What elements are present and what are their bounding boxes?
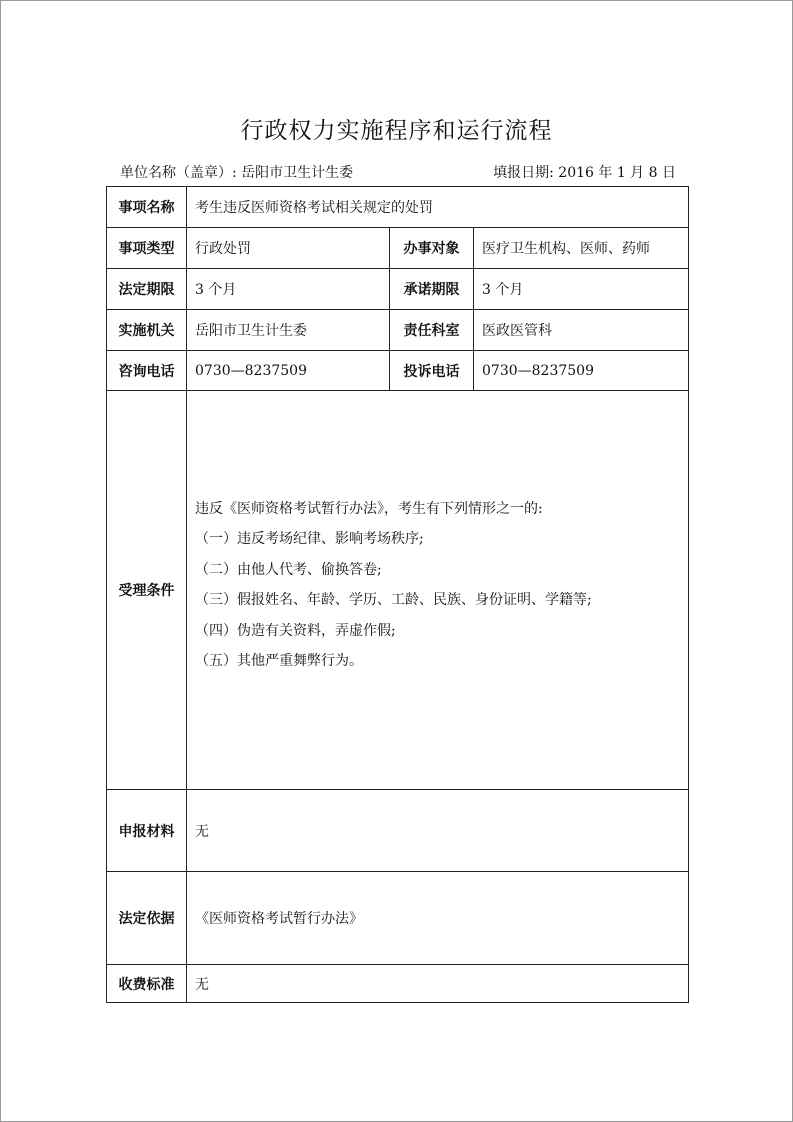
row-phone [107,351,689,391]
condition-item-3: （三）假报姓名、年龄、学历、工龄、民族、身份证明、学籍等; [195,592,592,608]
condition-item-1: （一）违反考场纪律、影响考场秩序; [195,531,424,547]
condition-intro: 违反《医师资格考试暂行办法》，考生有下列情形之一的: [195,500,543,517]
date-info [493,162,676,182]
target-label: 办事对象 [390,228,474,269]
row-agency [107,310,689,351]
materials-label: 申报材料 [107,790,187,872]
promised-period-value: 3 个月 [474,269,689,310]
form-header [120,162,676,182]
legal-basis-label: 法定依据 [107,872,187,965]
conditions-label: 受理条件 [107,391,187,790]
page-title: 行政权力实施程序和运行流程 [240,118,553,144]
date-value: 2016 年 1 月 8 日 [558,165,676,181]
fee-value: 无 [187,965,689,1003]
complaint-phone-label: 投诉电话 [390,351,474,391]
row-period [107,269,689,310]
legal-basis-value: 《医师资格考试暂行办法》 [187,872,689,965]
agency-value: 岳阳市卫生计生委 [187,310,390,351]
consult-phone-value: 0730—8237509 [187,351,390,391]
conditions-value [187,391,689,790]
item-name-value: 考生违反医师资格考试相关规定的处罚 [187,187,689,228]
row-materials [107,790,689,872]
complaint-phone-value: 0730—8237509 [474,351,689,391]
legal-period-label: 法定期限 [107,269,187,310]
consult-phone-label: 咨询电话 [107,351,187,391]
condition-item-4: （四）伪造有关资料，弄虚作假; [195,622,396,639]
form-table [106,186,689,1003]
row-item-name [107,187,689,228]
promised-period-label: 承诺期限 [390,269,474,310]
item-type-value: 行政处罚 [187,228,390,269]
unit-label: 单位名称（盖章）: [120,165,237,181]
row-conditions [107,391,689,790]
legal-period-value: 3 个月 [187,269,390,310]
agency-label: 实施机关 [107,310,187,351]
row-item-type [107,228,689,269]
department-value: 医政医管科 [474,310,689,351]
item-type-label: 事项类型 [107,228,187,269]
row-legal-basis [107,872,689,965]
date-label: 填报日期: [493,165,554,181]
condition-item-5: （五）其他严重舞弊行为。 [195,653,363,669]
materials-value: 无 [187,790,689,872]
row-fee [107,965,689,1003]
condition-item-2: （二）由他人代考、偷换答卷; [195,561,382,578]
unit-info [120,162,353,182]
unit-value: 岳阳市卫生计生委 [241,165,354,181]
target-value: 医疗卫生机构、医师、药师 [474,228,689,269]
item-name-label: 事项名称 [107,187,187,228]
fee-label: 收费标准 [107,965,187,1003]
department-label: 责任科室 [390,310,474,351]
